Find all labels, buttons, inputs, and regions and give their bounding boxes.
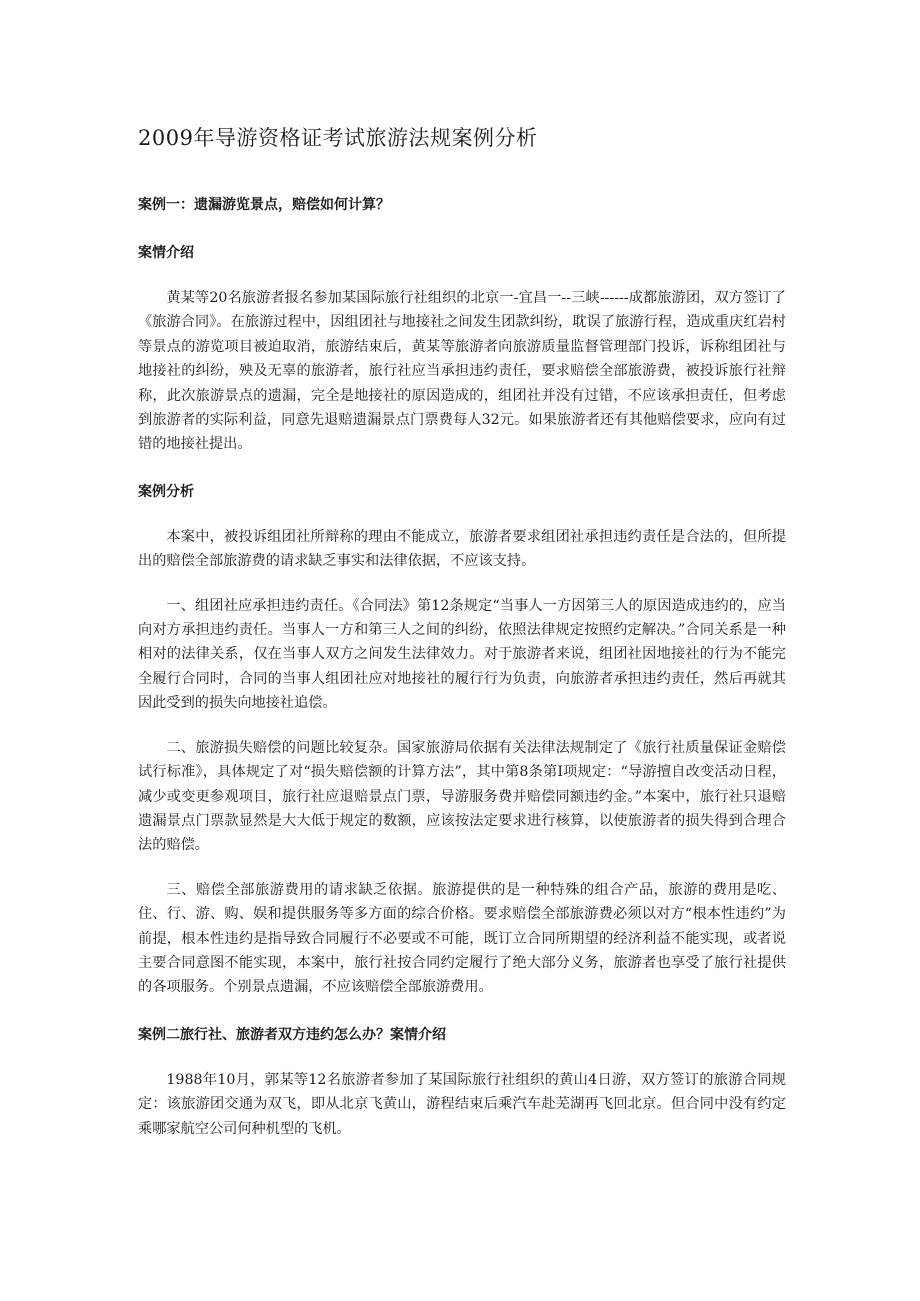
case1-point2-paragraph: 二、旅游损失赔偿的问题比较复杂。国家旅游局依据有关法律法规制定了《旅行社质量保证金赔偿试行标准》，具体规定了对“损失赔偿额的计算方法”，其中第8条第I项规定：“导游擅自改变活动日程，减少或变更参观项目，旅行社应退赔景点门票，导游服务费并赔偿同额违约金。”本案中，旅行社只退赔遗漏景点门票款显然是大大低于规定的数额，应该按法定要求进行核算，以使旅游者的损失得到合理合法的赔偿。	[138, 739, 786, 854]
case2-intro-paragraph: 1988年10月，郭某等12名旅游者参加了某国际旅行社组织的黄山4日游，双方签订的旅游合同规定：该旅游团交通为双飞，即从北京飞黄山，游程结束后乘汽车赴芜湖再飞回北京。但合同中没有约定乘哪家航空公司何种机型的飞机。	[138, 1071, 786, 1137]
document-page	[138, 118, 786, 1141]
case1-intro-paragraph: 黄某等20名旅游者报名参加某国际旅行社组织的北京一-宜昌一--三峡------成都旅游团，双方签订了《旅游合同》。在旅游过程中，因组团社与地接社之间发生团款纠纷，耽误了旅游行程，造成重庆红岩村等景点的游览项目被迫取消，旅游结束后，黄某等旅游者向旅游质量监督管理部门投诉，诉称组团社与地接社的纠纷，殃及无辜的旅游者，旅行社应当承担违约责任，要求赔偿全部旅游费，被投诉旅行社辩称，此次旅游景点的遗漏，完全是地接社的原因造成的，组团社并没有过错，不应该承担责任，但考虑到旅游者的实际利益，同意先退赔遗漏景点门票费每人32元。如果旅游者还有其他赔偿要求，应向有过错的地接社提出。	[138, 290, 786, 453]
case2-heading: 案例二旅行社、旅游者双方违约怎么办？案情介绍	[138, 1026, 446, 1043]
case1-point1-paragraph: 一、组团社应承担违约责任。《合同法》第12条规定“当事人一方因第三人的原因造成违约的，应当向对方承担违约责任。当事人一方和第三人之间的纠纷，依照法律规定按照约定解决。”合同关系是一种相对的法律关系，仅在当事人双方之间发生法律效力。对于旅游者来说，组团社因地接社的行为不能完全履行合同时，合同的当事人组团社应对地接社的履行行为负责，向旅游者承担违约责任，然后再就其因此受到的损失向地接社追偿。	[138, 597, 786, 712]
case1-intro-heading: 案情介绍	[138, 245, 194, 261]
case1-heading: 案例一：遗漏游览景点，赔偿如何计算？	[138, 197, 390, 213]
document-title: 2009年导游资格证考试旅游法规案例分析	[138, 126, 538, 150]
case1-analysis-paragraph: 本案中，被投诉组团社所辩称的理由不能成立，旅游者要求组团社承担违约责任是合法的，但所提出的赔偿全部旅游费的请求缺乏事实和法律依据，不应该支持。	[138, 528, 786, 570]
case1-analysis-heading: 案例分析	[138, 483, 194, 500]
case1-point3-paragraph: 三、赔偿全部旅游费用的请求缺乏依据。旅游提供的是一种特殊的组合产品，旅游的费用是吃、住、行、游、购、娱和提供服务等多方面的综合价格。要求赔偿全部旅游费必须以对方“根本性违约”为前提，根本性违约是指导致合同履行不必要或不可能，既订立合同所期望的经济利益不能实现，或者说主要合同意图不能实现，本案中，旅行社按合同约定履行了绝大部分义务，旅游者也享受了旅行社提供的各项服务。个别景点遗漏，不应该赔偿全部旅游费用。	[138, 881, 786, 996]
